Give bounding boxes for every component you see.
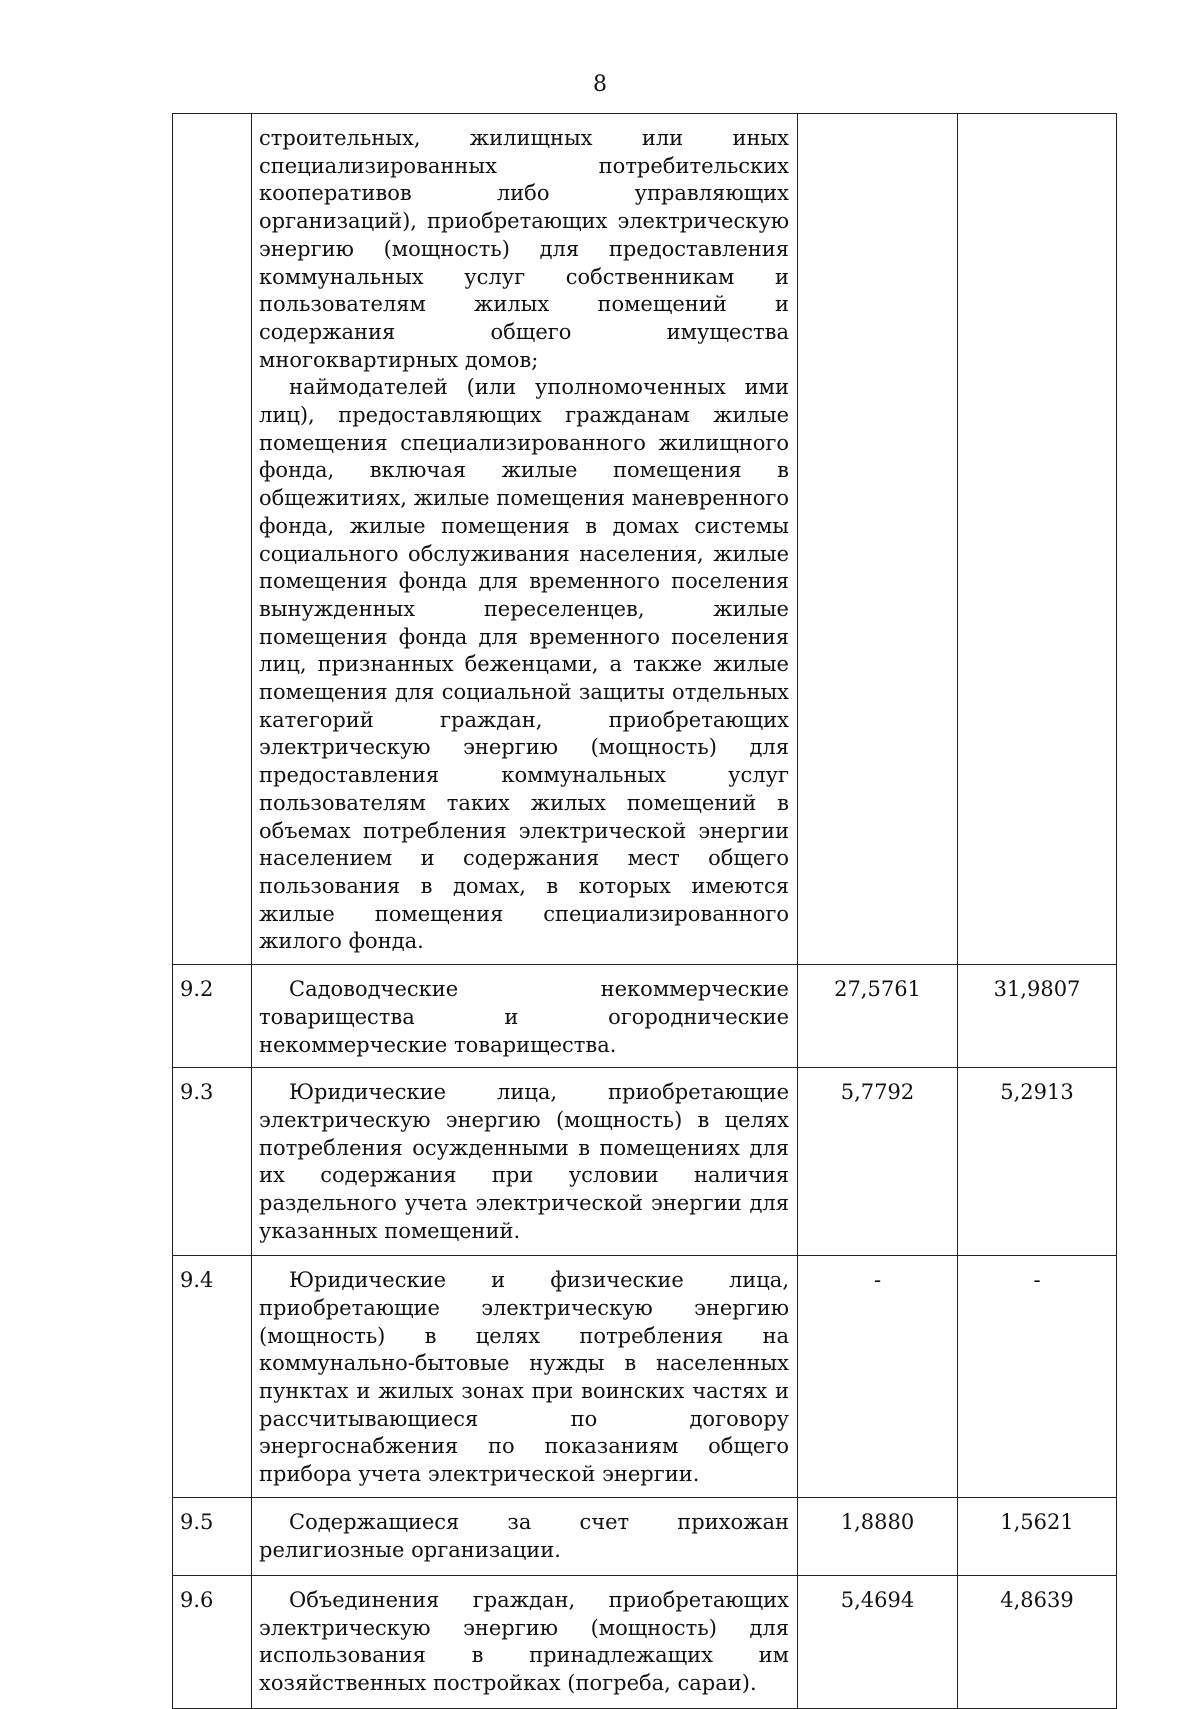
row-number: 9.5 — [173, 1497, 252, 1575]
value-column-1 — [798, 114, 958, 965]
value-column-2: 4,8639 — [958, 1575, 1117, 1708]
value-column-2: - — [958, 1256, 1117, 1498]
description-paragraph: Юридические и физические лица, приобретающие электрическую энергию (мощность) в целях потребления на коммунально-бытовые нужды в населенных пунктах и жилых зонах при воинских частях и рассчитывающиеся по договору энергоснабжения по показаниям общего прибора учета электрической энергии. — [259, 1268, 789, 1487]
table-row — [173, 114, 1117, 965]
value-column-1: 27,5761 — [798, 965, 958, 1068]
row-number: 9.3 — [173, 1068, 252, 1256]
table-row — [173, 965, 1117, 1068]
row-number: 9.6 — [173, 1575, 252, 1708]
row-description — [252, 1497, 798, 1575]
row-number: 9.2 — [173, 965, 252, 1068]
description-paragraph: строительных, жилищных или иных специализированных потребительских кооперативов либо управляющих организаций), приобретающих электрическую энергию (мощность) для предоставления коммунальных услуг собственникам и пользователям жилых помещений и содержания общего имущества многоквартирных домов; — [259, 126, 789, 372]
value-column-1: 1,8880 — [798, 1497, 958, 1575]
description-paragraph: Садоводческие некоммерческие товарищества и огороднические некоммерческие товарищества. — [259, 977, 789, 1057]
row-description — [252, 1575, 798, 1708]
value-column-1: - — [798, 1256, 958, 1498]
value-column-2: 31,9807 — [958, 965, 1117, 1068]
table-row — [173, 1068, 1117, 1256]
description-paragraph: Объединения граждан, приобретающих электрическую энергию (мощность) для использования в принадлежащих им хозяйственных постройках (погреба, сараи). — [259, 1587, 789, 1695]
row-description — [252, 114, 798, 965]
value-column-2 — [958, 114, 1117, 965]
page-number: 8 — [593, 72, 607, 97]
description-paragraph: Юридические лица, приобретающие электрическую энергию (мощность) в целях потребления осужденными в помещениях для их содержания при условии наличия раздельного учета электрической энергии для указанных помещений. — [259, 1080, 789, 1243]
description-paragraph: Содержащиеся за счет прихожан религиозные организации. — [259, 1509, 789, 1562]
table-row — [173, 1256, 1117, 1498]
value-column-2: 1,5621 — [958, 1497, 1117, 1575]
row-number — [173, 114, 252, 965]
value-column-2: 5,2913 — [958, 1068, 1117, 1256]
table-row — [173, 1575, 1117, 1708]
tariff-table — [172, 113, 1117, 1709]
row-description — [252, 1068, 798, 1256]
row-description — [252, 1256, 798, 1498]
description-paragraph: наймодателей (или уполномоченных ими лиц), предоставляющих гражданам жилые помещения специализированного жилищного фонда, включая жилые помещения в общежитиях, жилые помещения маневренного фонда, жилые помещения в домах системы социального обслуживания населения, жилые помещения фонда для временного поселения вынужденных переселенцев, жилые помещения фонда для временного поселения лиц, признанных беженцами, а также жилые помещения для социальной защиты отдельных категорий граждан, приобретающих электрическую энергию (мощность) для предоставления коммунальных услуг пользователям таких жилых помещений в объемах потребления электрической энергии населением и содержания мест общего пользования в домах, в которых имеются жилые помещения специализированного жилого фонда. — [259, 375, 789, 954]
value-column-1: 5,7792 — [798, 1068, 958, 1256]
table-row — [173, 1497, 1117, 1575]
row-number: 9.4 — [173, 1256, 252, 1498]
row-description — [252, 965, 798, 1068]
value-column-1: 5,4694 — [798, 1575, 958, 1708]
